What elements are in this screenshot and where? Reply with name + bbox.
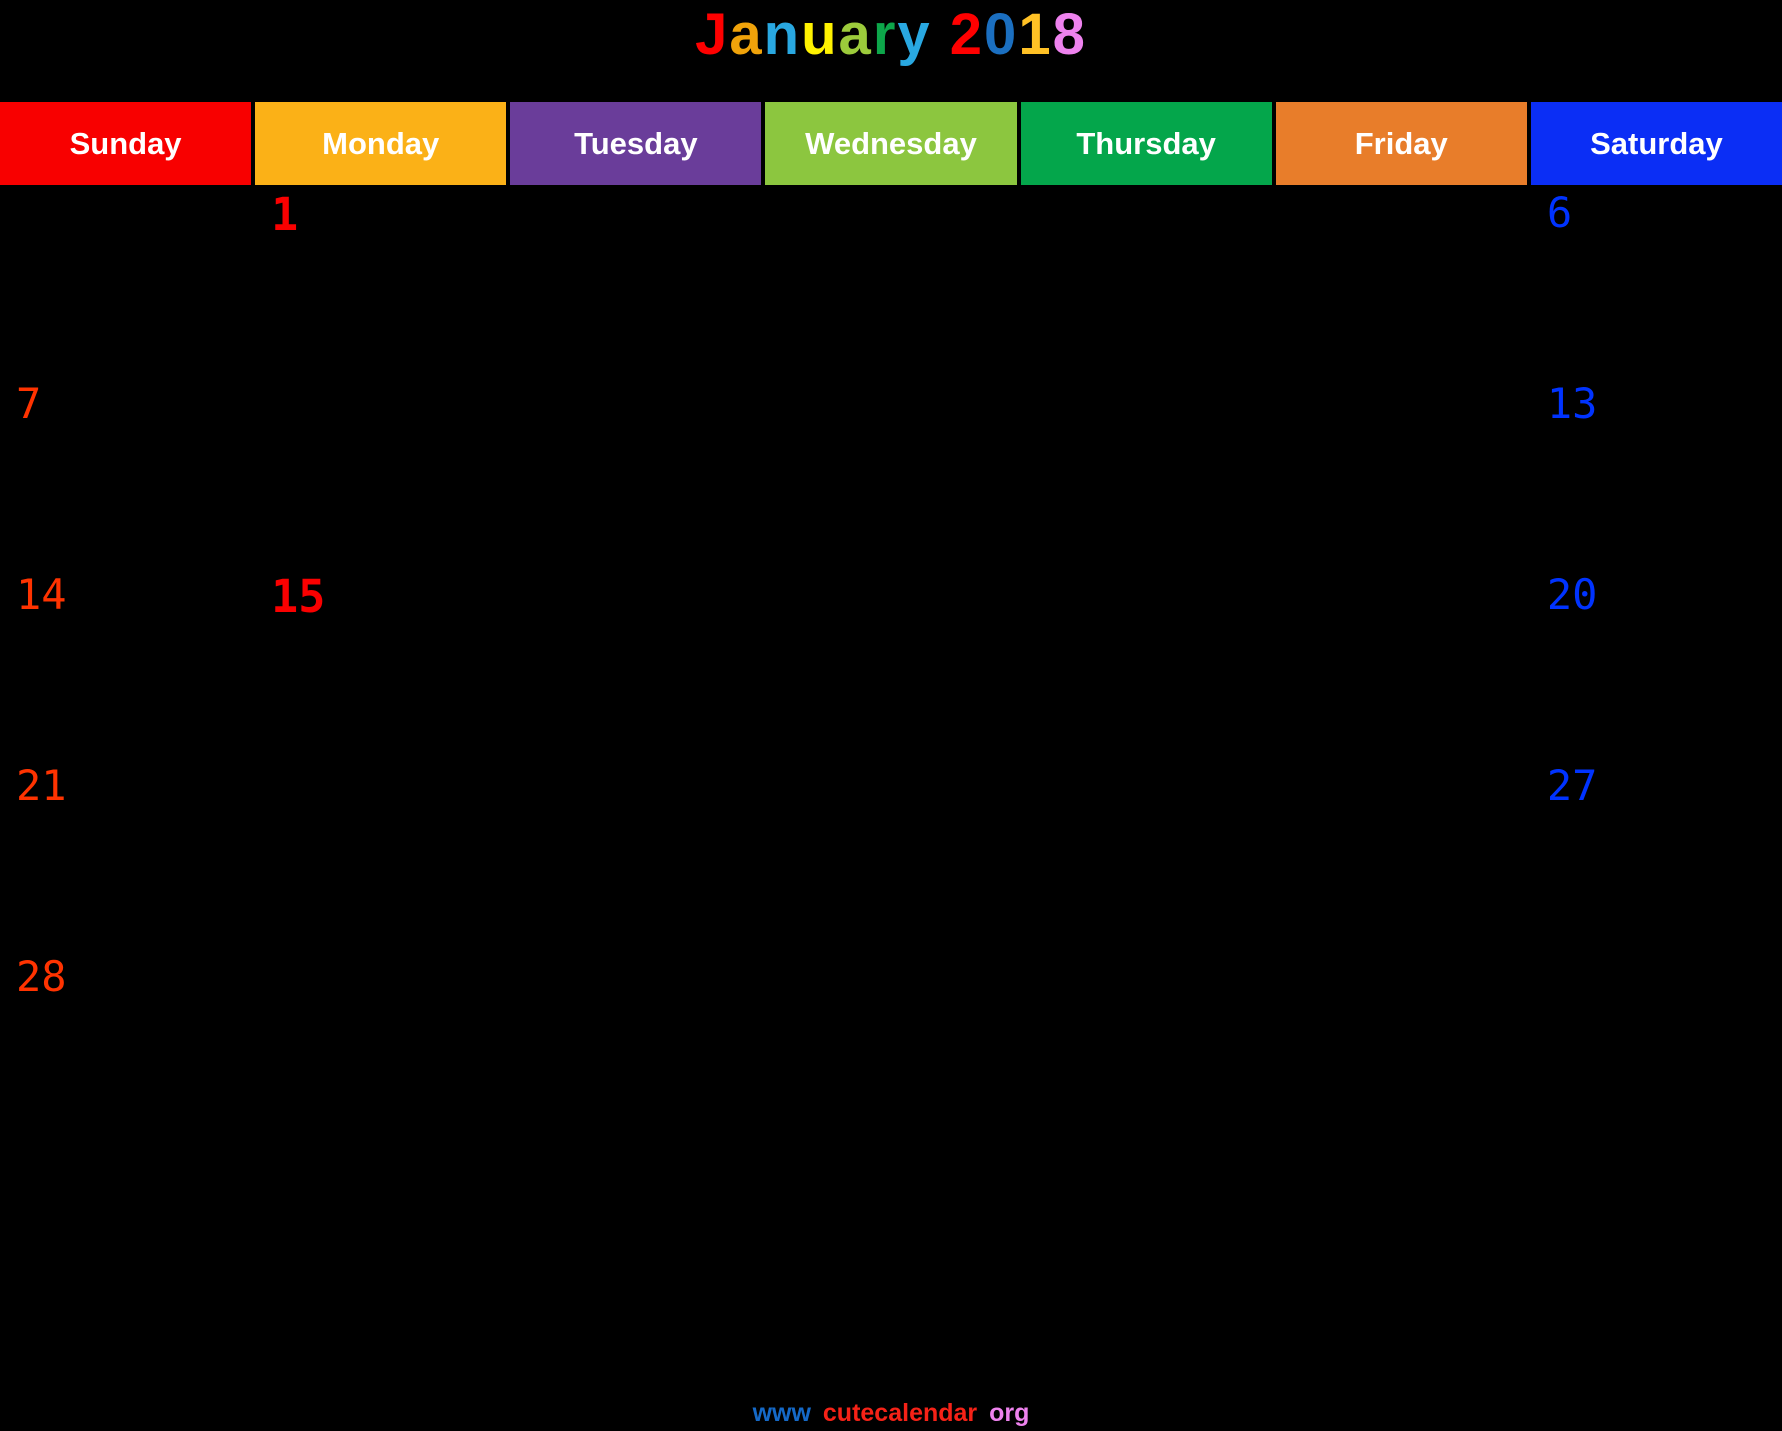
weekday-label: Sunday xyxy=(69,125,182,161)
day-cell-24: 24 xyxy=(781,761,832,810)
calendar-day-grid xyxy=(0,186,1782,1141)
weekday-label: Tuesday xyxy=(574,125,698,161)
day-cell-14: 14 xyxy=(16,570,67,619)
day-cell-9: 9 xyxy=(526,379,552,428)
day-cell-27: 27 xyxy=(1546,761,1598,810)
day-cell-3: 3 xyxy=(781,188,807,237)
day-cell-10: 10 xyxy=(781,379,832,428)
title-letter: a xyxy=(729,2,764,67)
day-cell-empty xyxy=(1276,950,1527,1141)
day-cell-22: 22 xyxy=(271,761,322,810)
day-cell-12: 12 xyxy=(1291,379,1343,428)
day-cell-31: 31 xyxy=(781,952,832,1001)
weekday-header-cell-tuesday xyxy=(510,102,761,185)
title-letter: 2 xyxy=(949,2,985,67)
title-letter: n xyxy=(763,2,802,67)
title-letter: 0 xyxy=(984,2,1019,67)
weekday-header-cell-monday xyxy=(255,102,506,185)
day-cell-4: 4 xyxy=(1036,188,1062,237)
day-cell-20: 20 xyxy=(1546,570,1598,619)
day-cell-15: 15 xyxy=(271,570,326,623)
day-cell-5: 5 xyxy=(1291,188,1317,237)
weekday-label: Thursday xyxy=(1076,125,1216,161)
day-cell-29: 29 xyxy=(271,952,322,1001)
footer-segment: org xyxy=(989,1399,1030,1427)
weekday-label: Saturday xyxy=(1590,125,1723,161)
day-cell-23: 23 xyxy=(526,761,577,810)
weekday-header-cell-saturday xyxy=(1531,102,1782,185)
day-cell-empty xyxy=(0,186,251,377)
footer-segment: cutecalendar xyxy=(822,1399,978,1427)
day-cell-19: 19 xyxy=(1291,570,1343,619)
month-title xyxy=(0,0,1782,76)
day-cell-30: 30 xyxy=(526,952,577,1001)
day-cell-8: 8 xyxy=(271,379,297,428)
weekday-header-cell-wednesday xyxy=(765,102,1016,185)
weekday-label: Friday xyxy=(1354,125,1448,161)
title-letter: 8 xyxy=(1052,2,1087,67)
day-cell-25: 25 xyxy=(1036,761,1088,810)
day-cell-21: 21 xyxy=(16,761,67,810)
weekday-label: Monday xyxy=(322,125,440,161)
day-cell-empty xyxy=(1021,950,1272,1141)
day-cell-18: 18 xyxy=(1036,570,1088,619)
footer-credit xyxy=(0,1399,1782,1427)
footer-segment: www xyxy=(752,1399,811,1427)
title-letter: r xyxy=(872,2,898,67)
title-letter: a xyxy=(838,2,873,67)
title-letter: y xyxy=(897,2,932,67)
day-cell-16: 16 xyxy=(526,570,577,619)
day-cell-11: 11 xyxy=(1036,379,1088,428)
title-letter: 1 xyxy=(1018,2,1053,67)
day-cell-13: 13 xyxy=(1546,379,1598,428)
day-cell-2: 2 xyxy=(526,188,552,237)
day-cell-1: 1 xyxy=(271,188,299,241)
day-cell-28: 28 xyxy=(16,952,67,1001)
title-letter: u xyxy=(801,2,839,67)
day-cell-7: 7 xyxy=(16,379,42,428)
day-cell-empty xyxy=(1531,950,1782,1141)
title-letter: J xyxy=(695,2,730,67)
weekday-header-cell-sunday xyxy=(0,102,251,185)
weekday-header-cell-friday xyxy=(1276,102,1527,185)
day-cell-17: 17 xyxy=(781,570,832,619)
weekday-label: Wednesday xyxy=(805,125,977,161)
day-cell-6: 6 xyxy=(1546,188,1573,237)
weekday-header-cell-thursday xyxy=(1021,102,1272,185)
day-cell-26: 26 xyxy=(1291,761,1343,810)
weekday-header-row xyxy=(0,102,1782,185)
title-letter xyxy=(932,2,950,68)
